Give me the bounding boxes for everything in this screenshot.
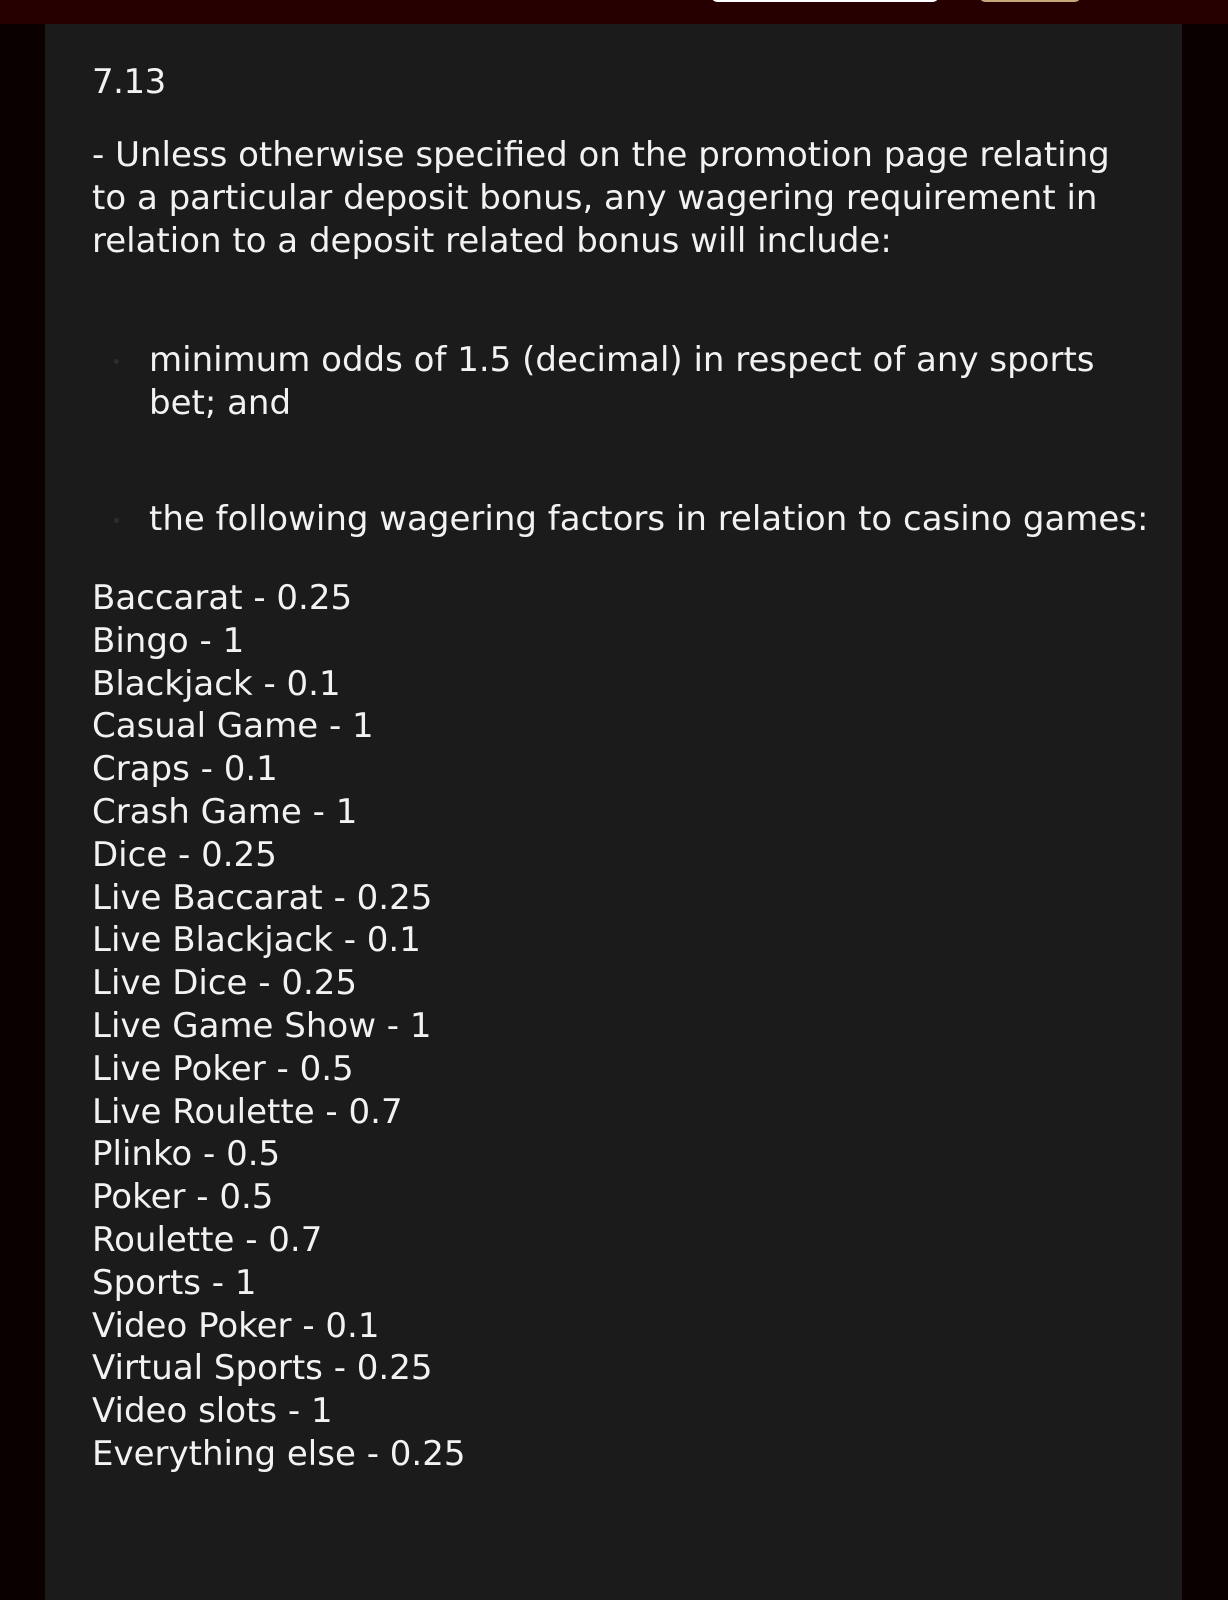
bullet-dot-icon xyxy=(114,359,119,364)
wagering-factor-baccarat: Baccarat - 0.25 xyxy=(92,578,353,618)
wagering-factor-crash-game: Crash Game - 1 xyxy=(92,791,358,832)
wagering-factor-live-poker: Live Poker - 0.5 xyxy=(92,1048,354,1089)
wagering-factor-dice: Dice - 0.25 xyxy=(92,834,277,875)
wagering-factor-live-baccarat: Live Baccarat - 0.25 xyxy=(92,877,433,918)
top-header-bar xyxy=(0,0,1228,24)
wagering-factor-sports: Sports - 1 xyxy=(92,1262,257,1303)
wagering-factor-virtual-sports: Virtual Sports - 0.25 xyxy=(92,1348,433,1389)
bullet-text: the following wagering factors in relation to casino games: xyxy=(149,499,1149,539)
wagering-factor-live-dice: Live Dice - 0.25 xyxy=(92,963,358,1004)
bullet-text: minimum odds of 1.5 (decimal) in respect of any sports bet; and xyxy=(149,340,1095,423)
wagering-factor-video-poker: Video Poker - 0.1 xyxy=(92,1305,380,1346)
header-button-gold[interactable] xyxy=(978,0,1082,2)
wagering-factor-plinko: Plinko - 0.5 xyxy=(92,1134,281,1175)
wagering-factor-casual-game: Casual Game - 1 xyxy=(92,706,374,747)
terms-section xyxy=(92,56,1152,1476)
section-number: 7.13 xyxy=(92,62,166,102)
wagering-factor-live-game-show: Live Game Show - 1 xyxy=(92,1005,432,1046)
wagering-factors-list xyxy=(92,577,1152,1476)
wagering-factor-poker: Poker - 0.5 xyxy=(92,1177,274,1218)
conditions-bullet-list xyxy=(92,339,1152,541)
bullet-item-sports-odds xyxy=(92,339,1152,425)
wagering-factor-live-roulette: Live Roulette - 0.7 xyxy=(92,1091,403,1132)
section-intro-paragraph: - Unless otherwise specified on the promotion page relating to a particular deposit bonus, any wagering requirement in relation to a deposit related bonus will include: xyxy=(92,135,1110,261)
wagering-factor-craps: Craps - 0.1 xyxy=(92,749,278,790)
header-button-light[interactable] xyxy=(710,0,940,2)
wagering-factor-roulette: Roulette - 0.7 xyxy=(92,1219,323,1260)
wagering-factor-live-blackjack: Live Blackjack - 0.1 xyxy=(92,920,421,961)
wagering-factor-video-slots: Video slots - 1 xyxy=(92,1391,333,1432)
wagering-factor-bingo: Bingo - 1 xyxy=(92,620,245,661)
bullet-dot-icon xyxy=(114,518,119,523)
wagering-factor-blackjack: Blackjack - 0.1 xyxy=(92,663,341,704)
bullet-item-casino-factors xyxy=(92,498,1152,541)
wagering-factor-everything-else: Everything else - 0.25 xyxy=(92,1433,466,1474)
